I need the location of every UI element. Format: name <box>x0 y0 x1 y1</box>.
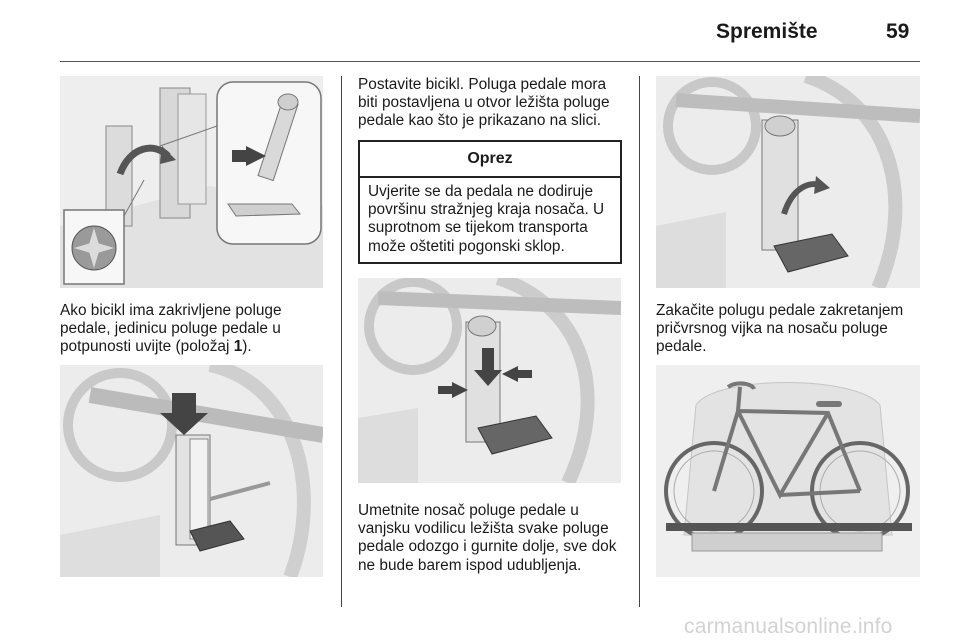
page-number: 59 <box>886 20 910 43</box>
column-divider-left <box>341 76 342 607</box>
right-instruction-text: Zakačite polugu pedale zakretanjem pričvrsnog vijka na nosaču poluge pedale. <box>656 302 904 356</box>
illustration-pedal-lever-unfold <box>60 76 323 288</box>
left-text-after: ). <box>242 338 252 356</box>
left-text-before: Ako bicikl ima zakrivljene poluge pedale, jedinicu poluge pedale u potpunosti uvijte (položaj <box>60 302 282 356</box>
position-number: 1 <box>233 338 243 356</box>
illustration-insert-lever-holder <box>358 278 621 483</box>
illustration-press-lever-down <box>60 365 323 577</box>
caution-box <box>358 140 622 264</box>
illustration-bike-on-carrier <box>656 365 920 577</box>
middle-instruction-top: Postavite bicikl. Poluga pedale mora biti postavljena u otvor ležišta poluge pedale kao što je prikazano na slici. <box>358 76 610 130</box>
watermark-text: carmanualsonline.info <box>684 615 893 638</box>
left-instruction-text <box>60 302 325 357</box>
middle-instruction-bottom: Umetnite nosač poluge pedale u vanjsku vodilicu ležišta svake poluge pedale odozgo i gurnite dolje, sve dok ne bude barem ispod udubljenja. <box>358 502 617 574</box>
column-divider-right <box>639 76 640 607</box>
header-title: Spremište <box>716 20 818 43</box>
caution-heading: Oprez <box>360 142 620 178</box>
caution-text: Uvjerite se da pedala ne dodiruje površinu stražnjeg kraja nosača. U suprotnom se tijekom transporta može oštetiti pogonski sklop. <box>368 183 605 255</box>
header-divider <box>60 61 920 62</box>
illustration-tighten-screw <box>656 76 920 288</box>
